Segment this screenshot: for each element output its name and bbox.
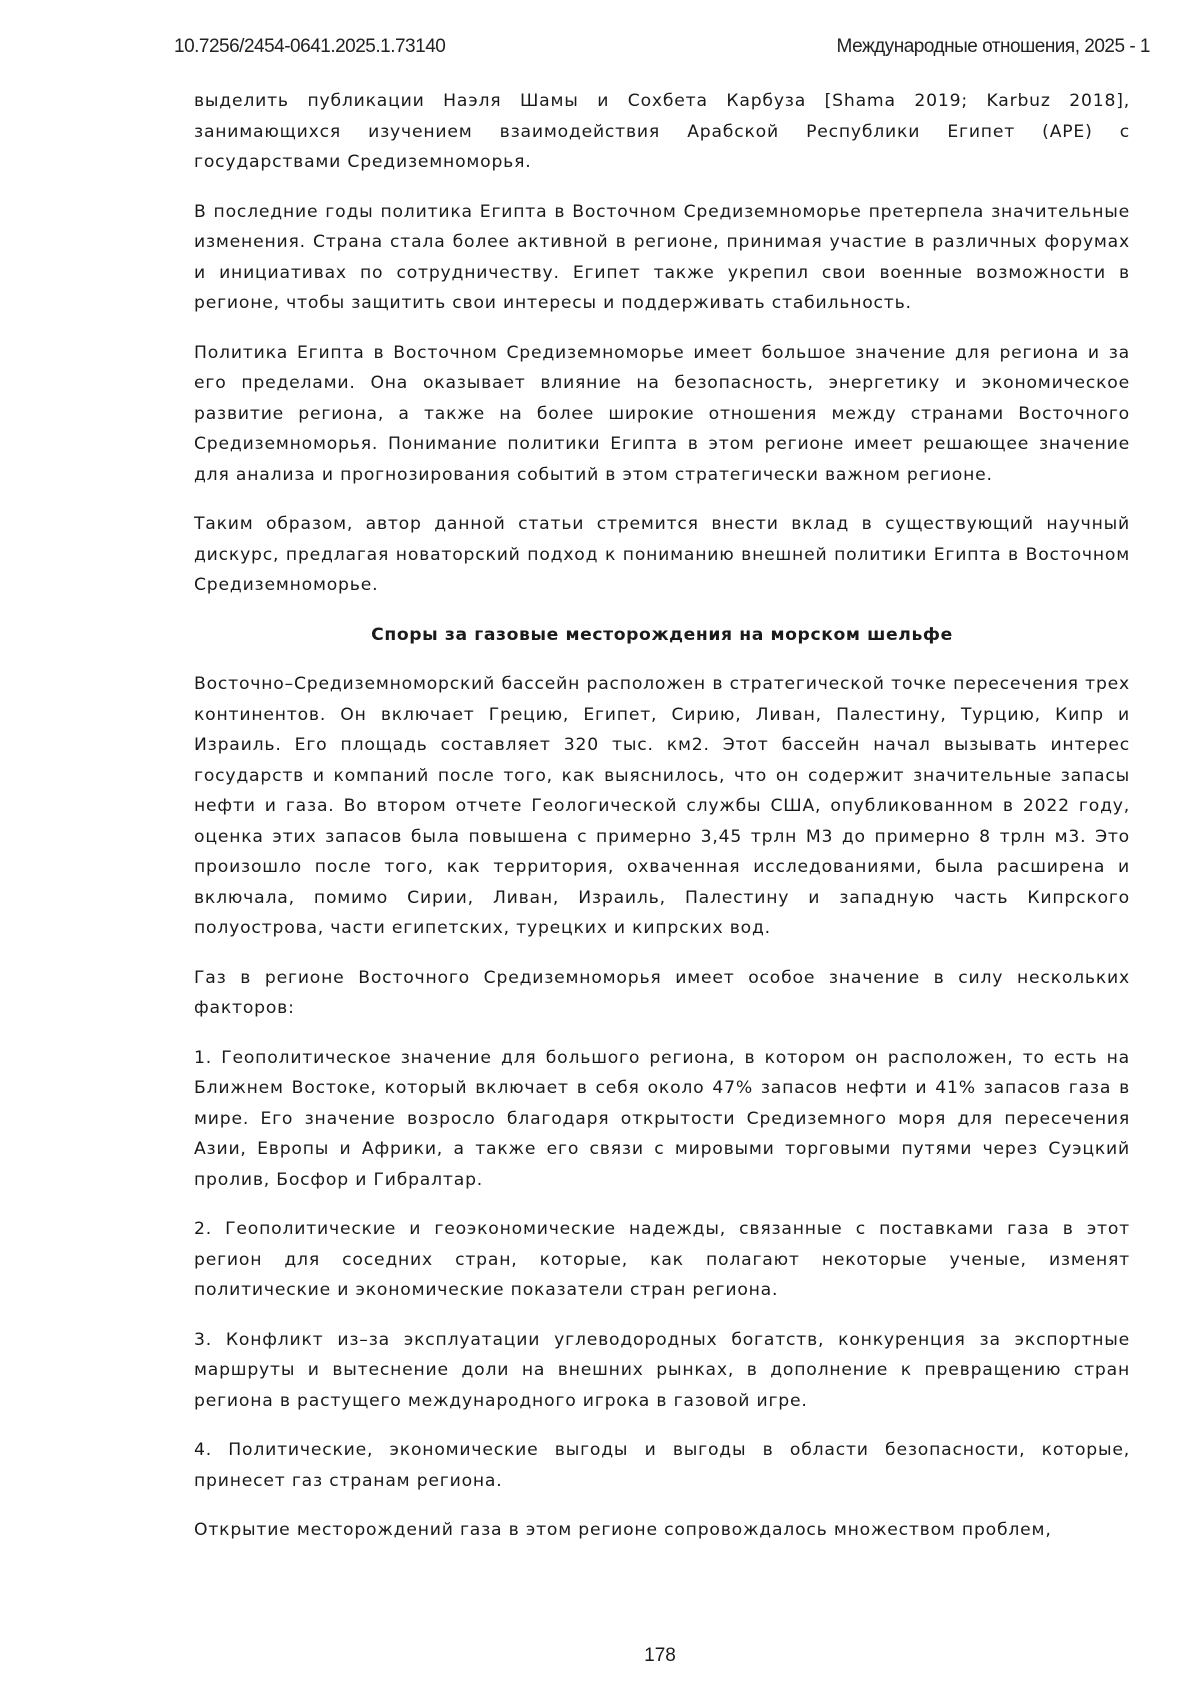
journal-header: Международные отношения, 2025 - 1 bbox=[836, 36, 1150, 57]
list-item-paragraph: 3. Конфликт из–за эксплуатации углеводородных богатств, конкуренция за экспортные маршруты и вытеснение доли на внешних рынках, в дополнение к превращению стран региона в растущего международного игрока в газовой игре. bbox=[194, 1329, 1130, 1411]
list-item-paragraph: 2. Геополитические и геоэкономические надежды, связанные с поставками газа в этот регион для соседних стран, которые, как полагают некоторые ученые, изменят политические и экономические показатели стран региона. bbox=[194, 1219, 1130, 1300]
paragraph: Открытие месторождений газа в этом регионе сопровождалось множеством проблем, bbox=[194, 1520, 1052, 1540]
list-item-paragraph: 4. Политические, экономические выгоды и выгоды в области безопасности, которые, принесет газ странам региона. bbox=[194, 1440, 1130, 1491]
paragraph: Таким образом, автор данной статьи стремится внести вклад в существующий научный дискурс, предлагая новаторский подход к пониманию внешней политики Египта в Восточном Средиземноморье. bbox=[194, 514, 1130, 595]
paragraph: Политика Египта в Восточном Средиземноморье имеет большое значение для региона и за его пределами. Она оказывает влияние на безопасность, энергетику и экономическое развитие региона, а также на более широкие отношения между странами Восточного Средиземноморья. Понимание политики Египта в этом регионе имеет решающее значение для анализа и прогнозирования событий в этом стратегически важном регионе. bbox=[194, 342, 1130, 485]
section-heading: Споры за газовые месторождения на морском шельфе bbox=[371, 624, 953, 645]
doi-header: 10.7256/2454-0641.2025.1.73140 bbox=[174, 36, 446, 57]
paragraph: выделить публикации Наэля Шамы и Сохбета Карбуза [Shama 2019; Karbuz 2018], занимающихся изучением взаимодействия Арабской Республики Египет (АРЕ) с государствами Средиземноморья. bbox=[194, 91, 1130, 172]
paragraph: Восточно–Средиземноморский бассейн расположен в стратегической точке пересечения трех континентов. Он включает Грецию, Египет, Сирию, Ливан, Палестину, Турцию, Кипр и Израиль. Его площадь составляет 320 тыс. км2. Этот бассейн начал вызывать интерес государств и компаний после того, как выяснилось, что он содержит значительные запасы нефти и газа. Во втором отчете Геологической службы США, опубликованном в 2022 году, оценка этих запасов была повышена с примерно 3,45 трлн М3 до примерно 8 трлн м3. Это произошло после того, как территория, охваченная исследованиями, была расширена и включала, помимо Сирии, Ливан, Израиль, Палестину и западную часть Кипрского полуострова, части египетских, турецких и кипрских вод. bbox=[194, 674, 1130, 938]
list-item-paragraph: 1. Геополитическое значение для большого региона, в котором он расположен, то есть на Ближнем Востоке, который включает в себя около 47% запасов нефти и 41% запасов газа в мире. Его значение возросло благодаря открытости Средиземного моря для пересечения Азии, Европы и Африки, а также его связи с мировыми торговыми путями через Суэцкий пролив, Босфор и Гибралтар. bbox=[194, 1047, 1130, 1190]
paragraph: Газ в регионе Восточного Средиземноморья имеет особое значение в силу нескольких факторов: bbox=[194, 967, 1130, 1018]
paragraph: В последние годы политика Египта в Восточном Средиземноморье претерпела значительные изменения. Страна стала более активной в регионе, принимая участие в различных форумах и инициативах по сотрудничеству. Египет также укрепил свои военные возможности в регионе, чтобы защитить свои интересы и поддерживать стабильность. bbox=[194, 201, 1130, 313]
page-number: 178 bbox=[644, 1645, 676, 1666]
article-body bbox=[194, 86, 1130, 1565]
